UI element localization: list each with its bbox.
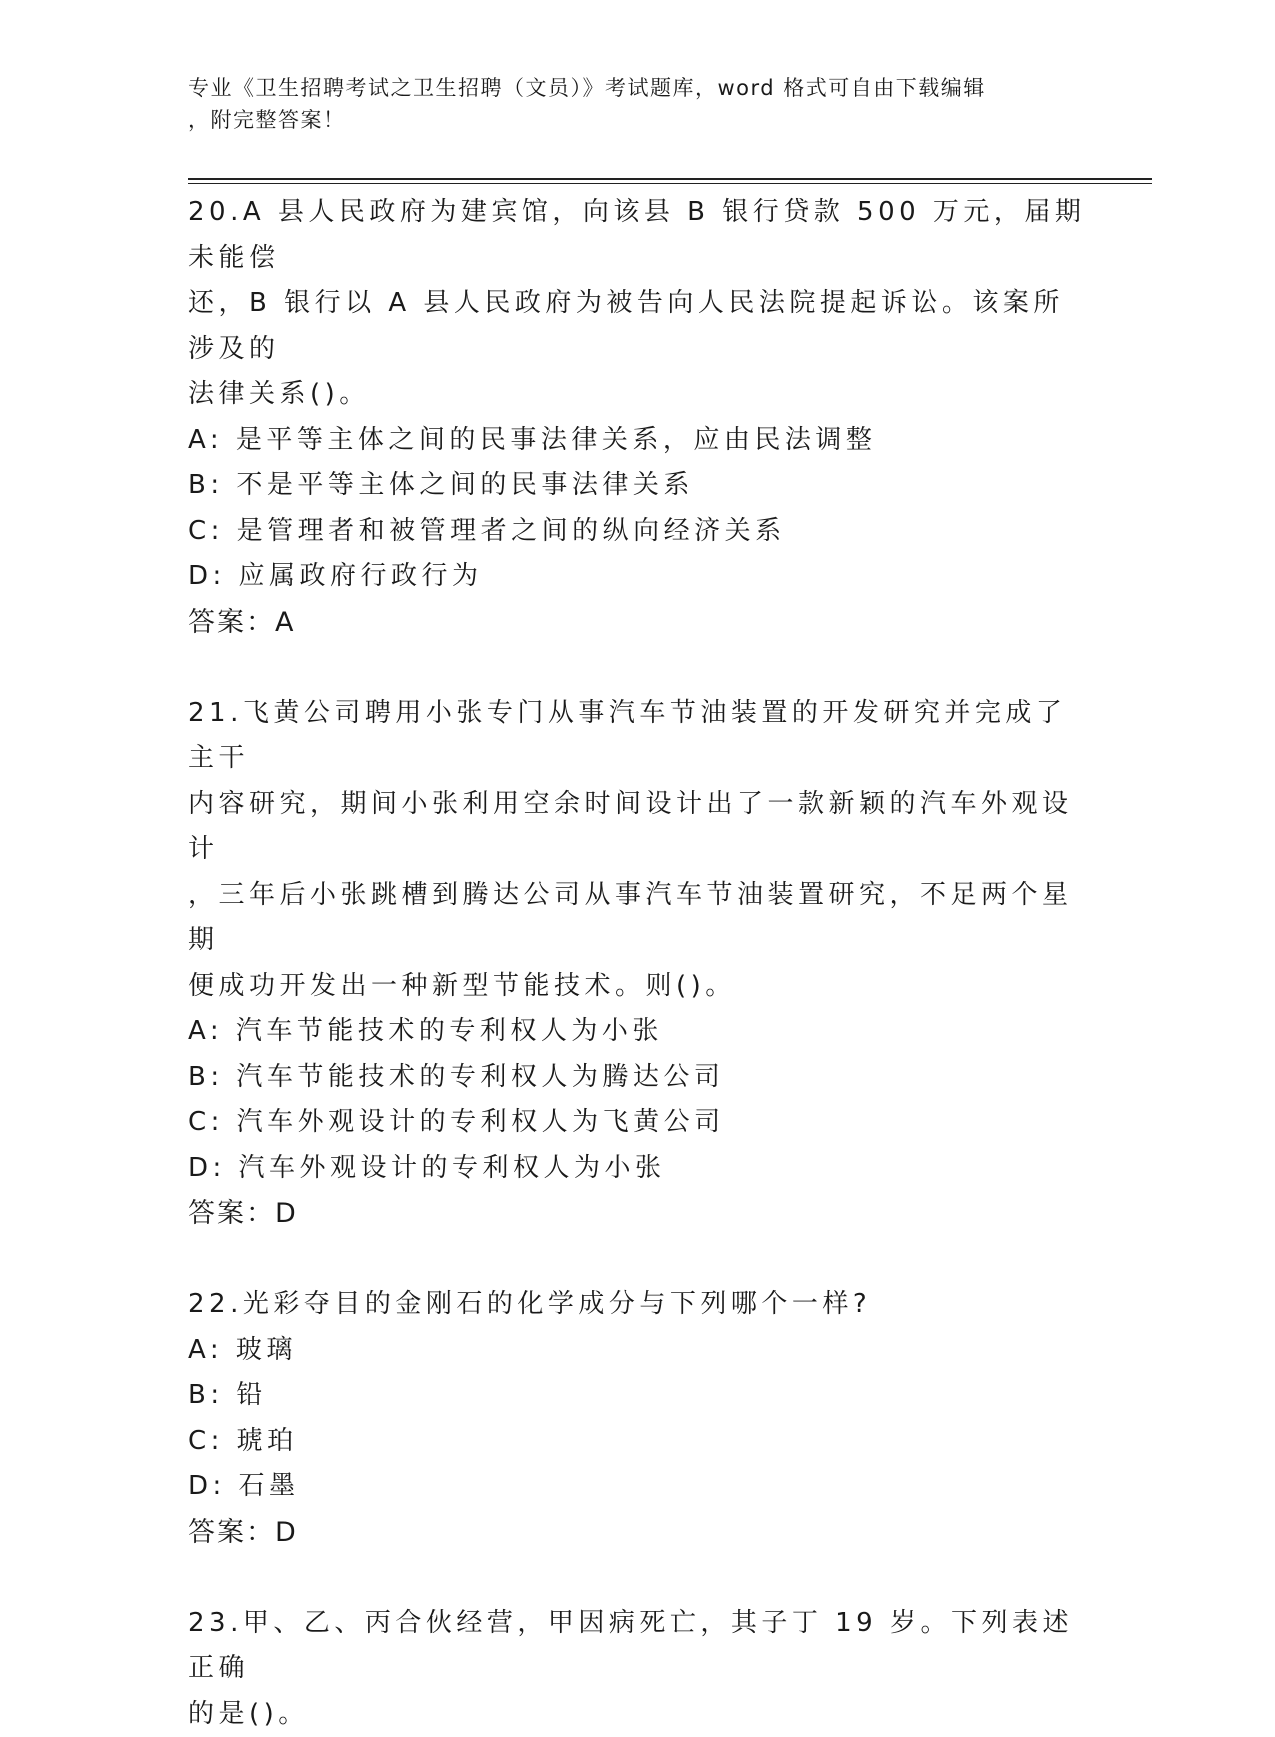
option-d: D: 应属政府行政行为 bbox=[188, 554, 1088, 600]
question-stem-line: 的是()。 bbox=[188, 1692, 1088, 1737]
question-stem-line: ，三年后小张跳槽到腾达公司从事汽车节油装置研究，不足两个星期 bbox=[188, 873, 1088, 964]
question-spacer bbox=[188, 1555, 1088, 1601]
answer-line: 答案：D bbox=[188, 1191, 1088, 1237]
header-line-2: ，附完整答案！ bbox=[188, 104, 1068, 136]
option-b: B: 铅 bbox=[188, 1373, 1088, 1419]
answer-line: 答案：A bbox=[188, 600, 1088, 646]
question-22 bbox=[188, 1282, 1088, 1601]
question-spacer bbox=[188, 1237, 1088, 1283]
header-divider-thick bbox=[188, 178, 1152, 180]
option-c: C: 汽车外观设计的专利权人为飞黄公司 bbox=[188, 1100, 1088, 1146]
question-stem-line: 内容研究，期间小张利用空余时间设计出了一款新颖的汽车外观设计 bbox=[188, 782, 1088, 873]
question-stem-line: 21.飞黄公司聘用小张专门从事汽车节油装置的开发研究并完成了主干 bbox=[188, 691, 1088, 782]
option-d: D: 石墨 bbox=[188, 1464, 1088, 1510]
document-header bbox=[188, 72, 1068, 136]
question-stem-line: 20.A 县人民政府为建宾馆，向该县 B 银行贷款 500 万元，届期未能偿 bbox=[188, 190, 1088, 281]
answer-line: 答案：D bbox=[188, 1510, 1088, 1556]
question-spacer bbox=[188, 645, 1088, 691]
option-c: C: 琥珀 bbox=[188, 1419, 1088, 1465]
header-divider-thin bbox=[188, 183, 1152, 184]
option-b: B: 汽车节能技术的专利权人为腾达公司 bbox=[188, 1055, 1088, 1101]
option-c: C: 是管理者和被管理者之间的纵向经济关系 bbox=[188, 509, 1088, 555]
question-stem-line: 便成功开发出一种新型节能技术。则()。 bbox=[188, 964, 1088, 1010]
question-23 bbox=[188, 1601, 1088, 1737]
question-stem-line: 23.甲、乙、丙合伙经营，甲因病死亡，其子丁 19 岁。下列表述正确 bbox=[188, 1601, 1088, 1692]
option-a: A: 玻璃 bbox=[188, 1328, 1088, 1374]
option-a: A: 汽车节能技术的专利权人为小张 bbox=[188, 1009, 1088, 1055]
option-b: B: 不是平等主体之间的民事法律关系 bbox=[188, 463, 1088, 509]
question-stem-line: 还，B 银行以 A 县人民政府为被告向人民法院提起诉讼。该案所涉及的 bbox=[188, 281, 1088, 372]
header-line-1: 专业《卫生招聘考试之卫生招聘（文员）》考试题库，word 格式可自由下载编辑 bbox=[188, 72, 1068, 104]
question-stem-line: 22.光彩夺目的金刚石的化学成分与下列哪个一样? bbox=[188, 1282, 1088, 1328]
question-21 bbox=[188, 691, 1088, 1283]
question-stem-line: 法律关系()。 bbox=[188, 372, 1088, 418]
option-a: A: 是平等主体之间的民事法律关系，应由民法调整 bbox=[188, 418, 1088, 464]
question-list bbox=[188, 190, 1088, 1737]
question-20 bbox=[188, 190, 1088, 691]
option-d: D: 汽车外观设计的专利权人为小张 bbox=[188, 1146, 1088, 1192]
